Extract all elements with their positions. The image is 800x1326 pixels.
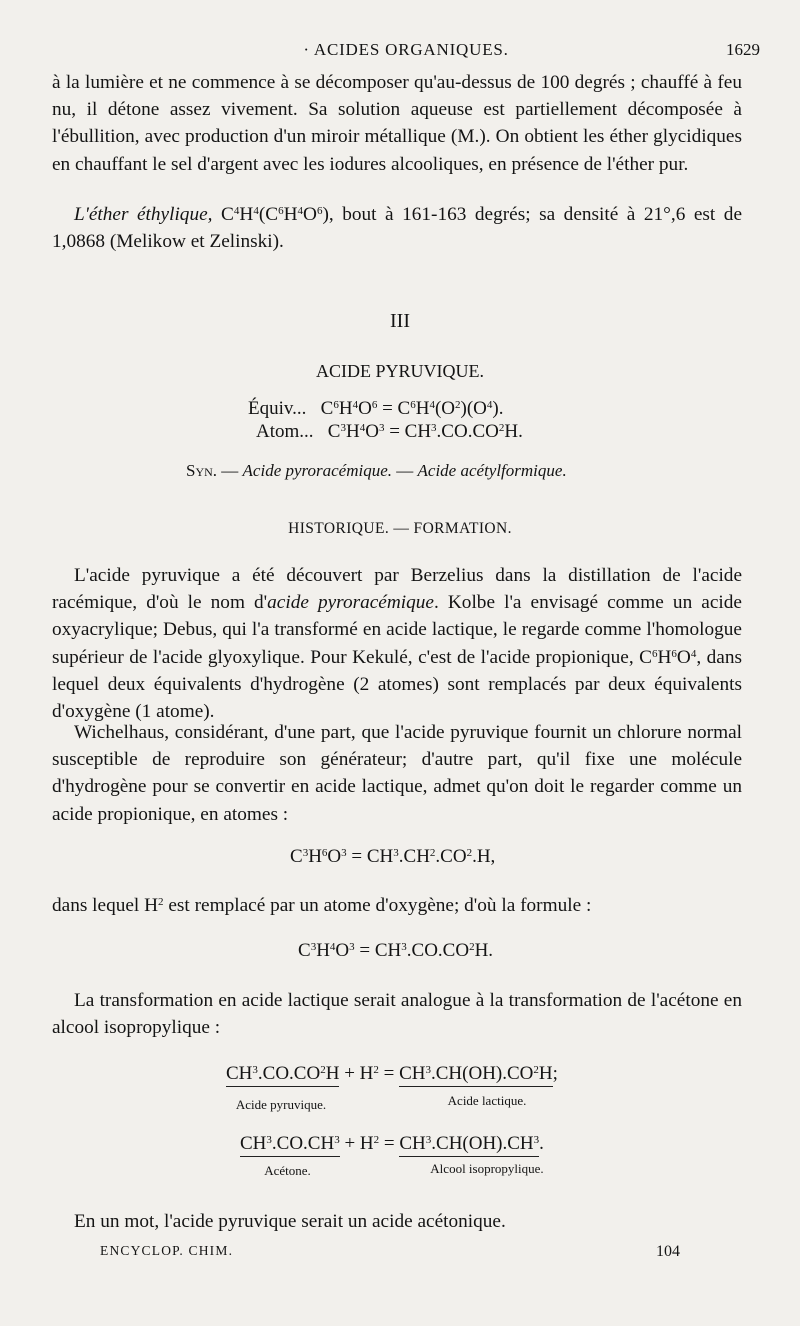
lactique-underbrace: $CH^3.CH(OH).CO^2H$ xyxy=(399,1063,553,1087)
pyruvique-underbrace: $CH^3.CO.CO^2H$ xyxy=(226,1063,339,1087)
equation-1: $CH^3.CO.CO^2H + H^2 = CH^3.CH(OH).CO^2H$; xyxy=(226,1063,558,1085)
header-title: · ACIDES ORGANIQUES. xyxy=(303,40,509,59)
synonym-2: Acide acétylformique. xyxy=(417,461,567,480)
paragraph-1 xyxy=(52,69,742,178)
conclusion: En un mot, l'acide pyruvique serait un acide acétonique. xyxy=(74,1211,506,1232)
footer-left: ENCYCLOP. CHIM. xyxy=(100,1243,234,1258)
section-title: ACIDE PYRUVIQUE. xyxy=(316,361,484,381)
ether-ethylique-lead: L'éther éthylique, xyxy=(74,204,213,225)
acide-pyroracemique-italic: acide pyroracémique xyxy=(267,592,434,614)
paragraph-2-rest: , bout à 161-163 degrés; sa densité à 21°,6 est de 1,0868 (Melikow et Zelinski). xyxy=(52,204,743,253)
paragraph-6: La transformation en acide lactique serait analogue à la transformation de l'acétone en alcool isopropylique : xyxy=(52,990,742,1039)
header-page-number: 1629 xyxy=(726,40,760,59)
synonyms xyxy=(186,461,567,481)
label-acide-lactique: Acide lactique. xyxy=(447,1093,527,1108)
subsection-title: HISTORIQUE. — FORMATION. xyxy=(288,520,512,537)
atom-label: Atom... xyxy=(256,421,314,442)
synonym-1: Acide pyroracémique. xyxy=(242,461,393,480)
paragraph-4: Wichelhaus, considérant, d'une part, que l'acide pyruvique fournit un chlorure normal susceptible de reproduire son générateur; d'autre part, qu'il fixe une molécule d'hydrogène pour se convertir en acide lactique, admet qu'on doit le regarder comme un acide propionique, en atomes : xyxy=(52,722,742,825)
label-alcool-isopropylique: Alcool isopropylique. xyxy=(430,1161,544,1176)
syn-dash-2: — xyxy=(396,461,414,480)
equation-2: $CH^3.CO.CH^3 + H^2 = CH^3.CH(OH).CH^3$. xyxy=(240,1133,544,1155)
isopropylique-underbrace: $CH^3.CH(OH).CH^3$ xyxy=(399,1133,539,1157)
equiv-label: Équiv... xyxy=(248,398,307,419)
label-acetone: Acétone. xyxy=(264,1163,311,1178)
formula-propionique: $C^3H^6O^3 = CH^3.CH^2.CO^2.H$, xyxy=(290,846,496,867)
paragraph-5: dans lequel $H^2$ est remplacé par un atome d'oxygène; d'où la formule : xyxy=(52,895,592,916)
running-header xyxy=(52,40,760,64)
paragraph-3: L'acide pyruvique a été découvert par Berzelius dans la distillation de l'acide racémique, d'où le nom d'acide pyroracémique. Kolbe l'a envisagé comme un acide oxyacrylique; Debus, qui l'a transformé en acide lactique, le regarde comme l'homologue supérieur de l'acide glyoxylique. Pour Kekulé, c'est de l'acide propionique, $C^6H^6O^4$, dans lequel deux équivalents d'hydrogène (2 atomes) sont remplacés par deux équivalents d'oxygène (1 atome). xyxy=(52,565,742,723)
acetone-underbrace: $CH^3.CO.CH^3$ xyxy=(240,1133,340,1157)
section-numeral: III xyxy=(390,310,410,332)
paragraph-2: L'éther éthylique, $C^4H^4(C^6H^4O^6)$, bout à 161-163 degrés; sa densité à 21°,6 est de 1,0868 (Melikow et Zelinski). xyxy=(52,204,743,253)
footer-signature-number: 104 xyxy=(656,1243,680,1260)
syn-label: Syn. xyxy=(186,461,218,480)
paragraph-1-text: à la lumière et ne commence à se décomposer qu'au-dessus de 100 degrés ; chauffé à feu nu, il détone assez vivement. Sa solution aqueuse est partiellement décomposée à l'ébullition, avec production d'un miroir métallique (M.). On obtient les éther glycidiques en chauffant le sel d'argent avec les iodures alcooliques, en présence de l'éther pur. xyxy=(52,72,742,175)
equiv-formula: Équiv... $C^6H^4O^6 = C^6H^4(O^2)(O^4)$. xyxy=(248,398,504,419)
atom-formula: Atom... $C^3H^4O^3 = CH^3.CO.CO^2H$. xyxy=(256,421,523,442)
syn-dash-1: — xyxy=(221,461,239,480)
formula-pyruvique: $C^3H^4O^3 = CH^3.CO.CO^2H$. xyxy=(298,940,494,961)
label-acide-pyruvique: Acide pyruvique. xyxy=(235,1097,327,1112)
